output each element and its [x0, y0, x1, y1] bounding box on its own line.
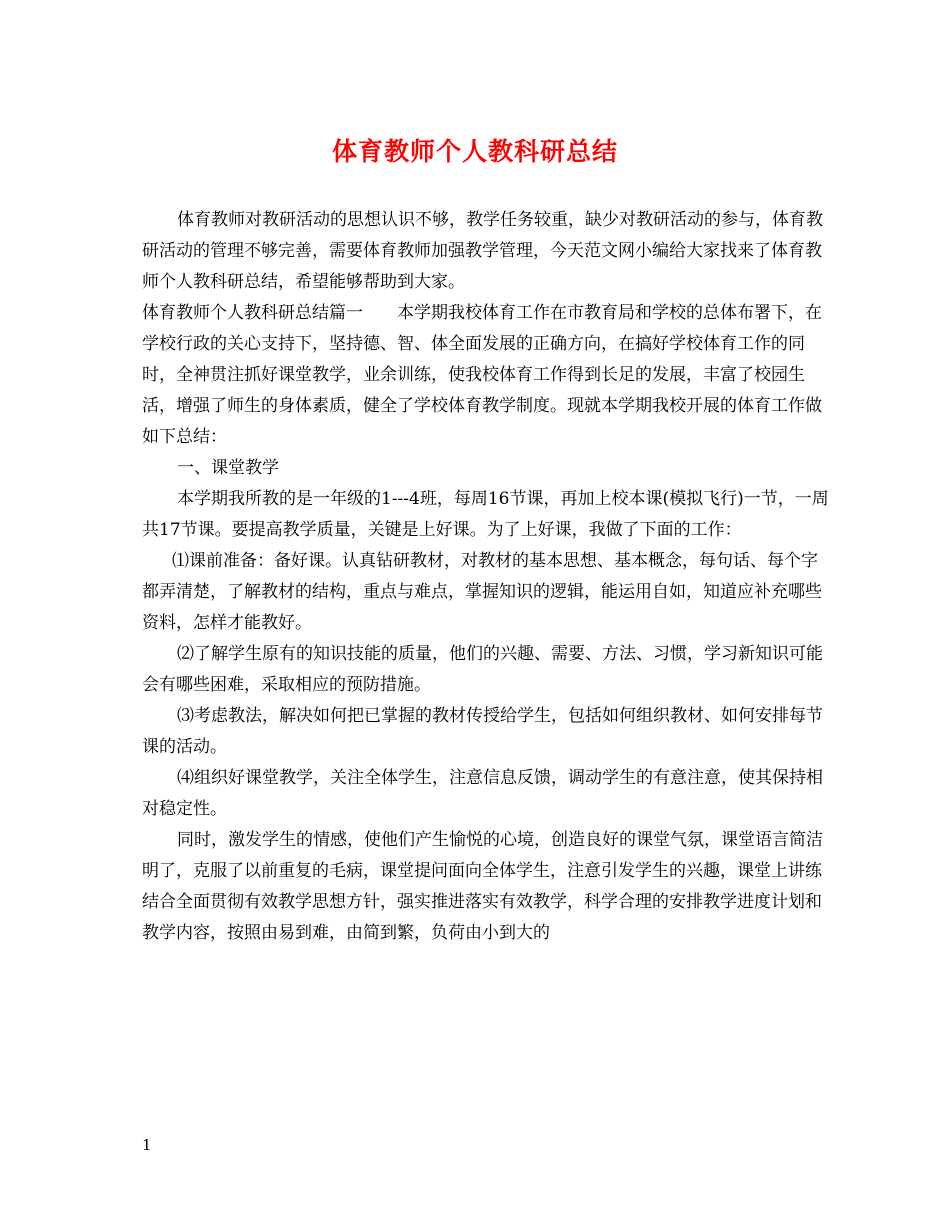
- document-title: 体育教师个人教科研总结: [331, 137, 618, 166]
- paragraph-item-3: ⑶考虑教法，解决如何把已掌握的教材传授给学生，包括如何组织教材、如何安排每节课的活动。: [142, 706, 823, 757]
- paragraph-emotion: 同时，激发学生的情感，使他们产生愉悦的心境，创造良好的课堂气氛，课堂语言简洁明了，克服了以前重复的毛病，课堂提问面向全体学生，注意引发学生的兴趣，课堂上讲练结合全面贯彻有效教学思想方针，强实推进落实有效教学，科学合理的安排教学进度计划和教学内容，按照由易到难，由简到繁，负荷由小到大的: [142, 830, 823, 943]
- section-heading-classroom: 一、课堂教学: [177, 458, 279, 478]
- paragraph-item-4: ⑷组织好课堂教学，关注全体学生，注意信息反馈，调动学生的有意注意，使其保持相对稳定性。: [142, 768, 823, 819]
- paragraph-item-2: ⑵了解学生原有的知识技能的质量，他们的兴趣、需要、方法、习惯，学习新知识可能会有哪些困难，采取相应的预防措施。: [142, 644, 823, 695]
- paragraph-intro: 体育教师对教研活动的思想认识不够，教学任务较重，缺少对教研活动的参与，体育教研活动的管理不够完善，需要体育教师加强教学管理，今天范文网小编给大家找来了体育教师个人教科研总结，希望能够帮助到大家。: [142, 210, 823, 292]
- document-body: [142, 205, 832, 949]
- paragraph-item-1: ⑴课前准备：备好课。认真钻研教材，对教材的基本思想、基本概念，每句话、每个字都弄清楚，了解教材的结构，重点与难点，掌握知识的逻辑，能运用自如，知道应补充哪些资料，怎样才能教好。: [142, 551, 822, 633]
- paragraph-section-one: 体育教师个人教科研总结篇一 本学期我校体育工作在市教育局和学校的总体布署下，在学校行政的关心支持下，坚持德、智、体全面发展的正确方向，在搞好学校体育工作的同时，全神贯注抓好课堂教学，业余训练，使我校体育工作得到长足的发展，丰富了校园生活，增强了师生的身体素质，健全了学校体育教学制度。现就本学期我校开展的体育工作做如下总结：: [142, 303, 822, 447]
- page-number: 1: [142, 1136, 152, 1154]
- paragraph-classes: 本学期我所教的是一年级的1---4班，每周16节课，再加上校本课(模拟飞行)一节，一周共17节课。要提高教学质量，关键是上好课。为了上好课，我做了下面的工作：: [142, 489, 829, 540]
